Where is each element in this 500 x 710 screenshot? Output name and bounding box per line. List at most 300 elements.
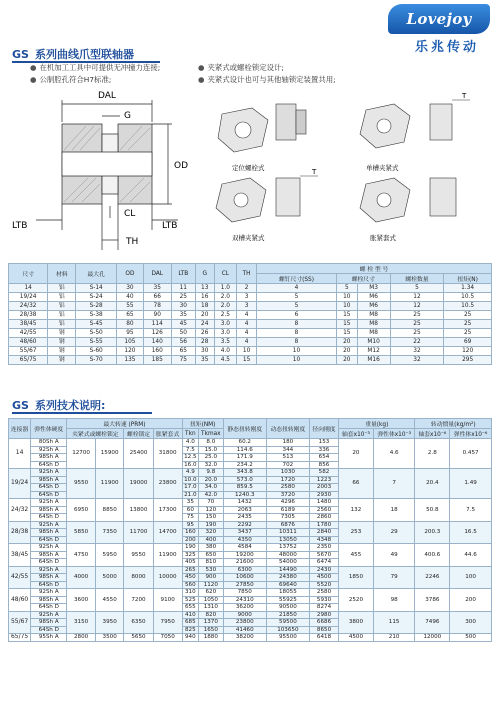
table-cell: 620 (198, 589, 223, 597)
table-cell: 64Sh D (31, 604, 67, 612)
table-cell: 900 (198, 574, 223, 582)
column-header: 重量(kg) (339, 419, 415, 429)
table-cell: 35 (182, 499, 198, 507)
table-cell: 7 (373, 469, 415, 499)
column-header: LTB (171, 264, 195, 284)
table-cell: 95500 (266, 634, 309, 642)
table-cell: 23800 (153, 469, 182, 499)
table-cell: 4750 (67, 544, 96, 567)
table-cell: 10311 (266, 529, 309, 537)
table-cell: M8 (357, 311, 390, 320)
table-row (9, 439, 492, 447)
table-cell: 8 (256, 338, 336, 347)
column-header: 轴套x10⁻³ (339, 429, 374, 439)
tech-title-text: 系列技术说明: (34, 399, 106, 412)
table-cell: 65 (117, 311, 144, 320)
table-cell: 95 (182, 521, 198, 529)
table-cell: 19000 (124, 469, 153, 499)
table-cell: 1.0 (214, 284, 237, 293)
table-cell: 11 (171, 284, 195, 293)
table-cell: 38200 (223, 634, 266, 642)
table-cell: 铝 (48, 293, 76, 302)
table-cell: 20 (339, 439, 374, 469)
table-row (9, 338, 492, 347)
table-cell: 3720 (266, 491, 309, 499)
table-cell: 4 (237, 320, 257, 329)
table-cell: 90 (143, 311, 171, 320)
table-cell: 24/32 (9, 302, 48, 311)
table-cell: 35 (171, 311, 195, 320)
feature-item: 夹紧式设计也可与其他轴锁定装置共用; (207, 75, 336, 84)
table-cell: 856 (309, 461, 338, 469)
expansion-hub-drawing (360, 178, 456, 222)
table-cell: 400 (198, 536, 223, 544)
table-cell: 4.5 (214, 356, 237, 365)
table-cell: 70 (198, 499, 223, 507)
table-cell: 405 (182, 559, 198, 567)
dim-t1-a: T (462, 92, 467, 100)
table-cell: 573.0 (223, 476, 266, 484)
table-cell: 2246 (415, 566, 450, 589)
table-cell: 5520 (309, 581, 338, 589)
table-cell: 234.2 (223, 461, 266, 469)
table-cell: 2.8 (415, 439, 450, 469)
table-cell: 24380 (266, 574, 309, 582)
table-cell: 4.0 (182, 439, 198, 447)
table-cell: 6418 (309, 634, 338, 642)
table-cell: 560 (182, 581, 198, 589)
table-cell: 铝 (48, 284, 76, 293)
table-cell: 2.0 (214, 302, 237, 311)
table-cell: 530 (198, 566, 223, 574)
table-cell: 702 (266, 461, 309, 469)
table-cell: 11900 (153, 544, 182, 567)
table-cell: 320 (198, 529, 223, 537)
table-cell: 3950 (95, 611, 124, 634)
table-cell: 5 (336, 284, 357, 293)
table-cell: 4 (237, 329, 257, 338)
table-cell: 22 (390, 338, 444, 347)
column-header: CL (214, 264, 237, 284)
table-row (9, 311, 492, 320)
table-cell: 13050 (266, 536, 309, 544)
table-cell: 4000 (67, 566, 96, 589)
table-cell: 10 (256, 356, 336, 365)
table-cell: 1120 (198, 581, 223, 589)
table-cell: M10 (357, 338, 390, 347)
table-cell: 8.0 (198, 439, 223, 447)
table-cell: 5 (390, 284, 444, 293)
table-cell: 7496 (415, 611, 450, 634)
caption-expansion: 胀紧套式 (370, 234, 396, 242)
table-cell: 9550 (124, 544, 153, 567)
series-title (12, 46, 134, 62)
table-cell: 859.5 (223, 484, 266, 492)
table-cell: 11700 (124, 521, 153, 544)
table-cell: 810 (198, 559, 223, 567)
feature-item: 公制腔孔符合H7标准; (39, 75, 112, 84)
table-cell: 2435 (223, 514, 266, 522)
table-cell: 8 (256, 320, 336, 329)
table-cell: 3600 (67, 589, 96, 612)
table-cell: 15 (336, 320, 357, 329)
dim-cl: CL (124, 209, 136, 219)
table-cell: 59500 (266, 619, 309, 627)
table-cell: 103650 (266, 626, 309, 634)
table-cell: 92Sh A (31, 566, 67, 574)
column-header: 弹性体硬度 (31, 419, 67, 439)
table-cell: 4500 (309, 574, 338, 582)
table-cell: 20.4 (415, 469, 450, 499)
table-cell: 455 (339, 544, 374, 567)
table-cell: 34.0 (198, 484, 223, 492)
table-cell: 32 (390, 356, 444, 365)
table-cell: 98Sh A (31, 574, 67, 582)
table-cell: 450 (182, 574, 198, 582)
table-cell: 42/55 (9, 329, 48, 338)
table-cell: 30 (117, 284, 144, 293)
table-cell: 525 (182, 596, 198, 604)
column-header: 材料 (48, 264, 76, 284)
table-cell: 115 (373, 611, 415, 634)
table-cell: 17300 (153, 499, 182, 522)
caption-double-clamp: 双槽夹紧式 (232, 234, 265, 242)
table-cell: 1.34 (444, 284, 492, 293)
table-cell: 380 (198, 544, 223, 552)
table-cell: 38/45 (9, 544, 31, 567)
table-cell: 15.0 (198, 446, 223, 454)
table-cell: 7.5 (450, 499, 492, 522)
table-cell: 2003 (309, 484, 338, 492)
table-cell: 21850 (266, 611, 309, 619)
table-cell: S-50 (76, 329, 117, 338)
table-cell: 54000 (266, 559, 309, 567)
table-cell: 25 (390, 329, 444, 338)
table-cell: 9550 (67, 469, 96, 499)
table-cell: 28/38 (9, 521, 31, 544)
table-cell: 98Sh A (31, 551, 67, 559)
table-cell: 钢 (48, 347, 76, 356)
screw-group-header: 螺 栓 型 号 (256, 264, 491, 274)
table-cell: 26 (195, 329, 214, 338)
table-cell: 30 (171, 302, 195, 311)
table-cell: 6 (256, 311, 336, 320)
table-cell: 92Sh A (31, 521, 67, 529)
table-cell: 7050 (153, 634, 182, 642)
table-cell: 1432 (223, 499, 266, 507)
table-cell: 19/24 (9, 469, 31, 499)
table-cell: 4 (237, 338, 257, 347)
table-cell: 6474 (309, 559, 338, 567)
table-cell: 25 (171, 293, 195, 302)
table-cell: 65 (171, 347, 195, 356)
table-cell: 3500 (95, 634, 124, 642)
table-cell: 25400 (124, 439, 153, 469)
column-header: 最大孔 (76, 264, 117, 284)
table-cell: 5950 (95, 544, 124, 567)
table-cell: 582 (309, 469, 338, 477)
technical-table-body (9, 439, 492, 642)
column-header: 径向刚度 (309, 419, 338, 439)
table-cell: M8 (357, 329, 390, 338)
column-header: 最大转速 (PRM) (67, 419, 182, 429)
series-code: GS (12, 48, 29, 61)
table-cell: 12 (390, 293, 444, 302)
table-cell: 35 (195, 356, 214, 365)
table-cell: 300 (450, 611, 492, 634)
table-cell: 1050 (198, 596, 223, 604)
column-header: 弹性体x10⁻³ (373, 429, 415, 439)
table-cell: 4350 (223, 536, 266, 544)
table-cell: 2350 (309, 544, 338, 552)
table-cell: 6686 (309, 619, 338, 627)
table-cell: 4.0 (214, 347, 237, 356)
table-cell: 2292 (223, 521, 266, 529)
table-cell: 60 (182, 506, 198, 514)
table-cell: 21600 (223, 559, 266, 567)
table-cell: 钢 (48, 338, 76, 347)
table-cell: S-55 (76, 338, 117, 347)
table-row (9, 347, 492, 356)
table-cell: 19200 (223, 551, 266, 559)
table-cell: 140 (143, 338, 171, 347)
table-row (9, 320, 492, 329)
table-cell: 92Sh A (31, 469, 67, 477)
table-cell: 25 (444, 311, 492, 320)
table-cell: 92Sh A (31, 611, 67, 619)
table-cell: 25 (444, 329, 492, 338)
table-cell: 12000 (415, 634, 450, 642)
feature-row: ● 公制腔孔符合H7标准; ● 夹紧式设计也可与其他轴锁定装置共用; (30, 75, 336, 84)
table-cell: 0.457 (450, 439, 492, 469)
table-cell: M8 (357, 320, 390, 329)
feature-row: ● 在机加工工具中可提供无冲撞力连接; ● 夹紧式或螺栓锁定设计; (30, 63, 284, 72)
table-cell: 98Sh A (31, 596, 67, 604)
table-cell: 253 (339, 521, 374, 544)
table-row (9, 284, 492, 293)
table-cell: 13 (195, 284, 214, 293)
table-cell: 132 (339, 499, 374, 522)
table-cell: M16 (357, 356, 390, 365)
table-cell: 2.5 (214, 311, 237, 320)
column-header: 连接器 (9, 419, 31, 439)
table-cell: 32 (390, 347, 444, 356)
table-cell: 5000 (95, 566, 124, 589)
table-cell: 200 (182, 536, 198, 544)
table-cell: 79 (373, 566, 415, 589)
dim-od: OD (174, 161, 189, 171)
tech-series-code: GS (12, 399, 29, 412)
table-cell: 2 (237, 284, 257, 293)
table-row (9, 293, 492, 302)
table-cell: 1310 (198, 604, 223, 612)
table-cell: 3 (237, 302, 257, 311)
table-cell: 150 (198, 514, 223, 522)
table-cell: 6189 (266, 506, 309, 514)
table-cell: 4348 (309, 536, 338, 544)
table-cell: 200.3 (415, 521, 450, 544)
table-cell: 92Sh A (31, 499, 67, 507)
table-cell: 6876 (266, 521, 309, 529)
table-cell: 5670 (309, 551, 338, 559)
table-cell: 7950 (153, 611, 182, 634)
table-row (9, 302, 492, 311)
table-cell: 265 (182, 566, 198, 574)
table-cell: S-38 (76, 311, 117, 320)
table-cell: 28/38 (9, 311, 48, 320)
table-cell: 24/32 (9, 499, 31, 522)
table-cell: 64Sh D (31, 484, 67, 492)
brand-chinese-name: 乐兆传动 (414, 40, 479, 55)
table-cell: 10 (336, 293, 357, 302)
table-cell: 29 (373, 521, 415, 544)
column-header: TH (237, 264, 257, 284)
column-header: OD (117, 264, 144, 284)
dim-th: TH (126, 237, 139, 247)
series-name: 系列曲线爪型联轴器 (34, 48, 134, 61)
table-cell: 10 (256, 347, 336, 356)
table-cell: 32.0 (198, 461, 223, 469)
table-cell: 92Sh A (31, 544, 67, 552)
table-cell: 铝 (48, 302, 76, 311)
table-cell: 铝 (48, 311, 76, 320)
tech-section-title (12, 397, 105, 413)
single-clamp-hub-drawing (360, 100, 470, 148)
table-cell: 3.0 (214, 320, 237, 329)
table-cell: 8000 (124, 566, 153, 589)
table-cell: 80Sh A (31, 439, 67, 447)
column-header: 轴套x10⁻⁶ (415, 429, 450, 439)
dimension-table (8, 263, 492, 365)
caption-single-clamp: 单槽夹紧式 (366, 164, 399, 172)
column-header: 静态扭转刚度 (223, 419, 266, 439)
table-cell: 2.0 (214, 293, 237, 302)
table-cell: 98 (373, 589, 415, 612)
column-header: G (195, 264, 214, 284)
table-cell: 42/55 (9, 566, 31, 589)
table-cell: 2580 (266, 484, 309, 492)
table-cell: 16.5 (450, 521, 492, 544)
table-cell: 336 (309, 446, 338, 454)
table-cell: 295 (444, 356, 492, 365)
table-cell: 100 (450, 566, 492, 589)
table-cell: 114.6 (223, 446, 266, 454)
table-cell: 825 (182, 626, 198, 634)
column-header: 螺栓锁定 (124, 429, 153, 439)
table-cell: 343.8 (223, 469, 266, 477)
dim-dal: DAL (98, 91, 116, 101)
column-header: 动态扭转刚度 (266, 419, 309, 439)
table-cell: 12.5 (184, 454, 197, 460)
table-cell: 4 (237, 311, 257, 320)
table-cell: S-24 (76, 293, 117, 302)
table-cell: 12 (390, 302, 444, 311)
table-cell: 64Sh D (31, 461, 67, 469)
table-cell: 180 (266, 439, 309, 447)
table-cell: 18 (195, 302, 214, 311)
table-cell: 44.6 (450, 544, 492, 567)
set-screw-hub-drawing (218, 104, 306, 152)
table-cell: 28 (195, 338, 214, 347)
table-cell: 48/60 (9, 338, 48, 347)
table-cell: 55925 (266, 596, 309, 604)
table-cell: 98Sh A (31, 529, 67, 537)
table-cell: 55 (117, 302, 144, 311)
table-cell: 66 (143, 293, 171, 302)
table-cell: 16 (195, 293, 214, 302)
table-cell: 9000 (223, 611, 266, 619)
table-cell: 190 (198, 521, 223, 529)
table-cell: 20 (195, 311, 214, 320)
table-cell: 30 (195, 347, 214, 356)
technical-drawing (0, 80, 500, 255)
table-cell: 19/24 (9, 293, 48, 302)
table-cell: 80 (117, 320, 144, 329)
table-cell: 325 (182, 551, 198, 559)
table-cell: 35 (143, 284, 171, 293)
table-cell: 18055 (266, 589, 309, 597)
table-cell: 69 (444, 338, 492, 347)
table-cell: 2840 (309, 529, 338, 537)
table-cell: 49 (373, 544, 415, 567)
table-cell: 15900 (95, 439, 124, 469)
table-cell: 654 (309, 454, 338, 462)
table-cell: 4550 (95, 589, 124, 612)
feature-item: 在机加工工具中可提供无冲撞力连接; (39, 63, 161, 72)
table-cell: 65/75 (9, 356, 48, 365)
table-cell: 25 (444, 320, 492, 329)
table-cell: 56 (171, 338, 195, 347)
table-cell: 185 (143, 356, 171, 365)
table-cell: 14700 (153, 521, 182, 544)
table-row (9, 611, 492, 619)
table-cell: 1850 (339, 566, 374, 589)
table-cell: 1480 (309, 499, 338, 507)
table-cell: 64Sh D (31, 559, 67, 567)
table-cell: 24310 (223, 596, 266, 604)
table-cell: 40 (117, 293, 144, 302)
table-cell: 60.2 (223, 439, 266, 447)
table-cell: 1370 (198, 619, 223, 627)
table-cell: 3.5 (214, 338, 237, 347)
table-cell: 24 (195, 320, 214, 329)
table-cell: 66 (339, 469, 374, 499)
table-cell: 64Sh D (31, 514, 67, 522)
table-cell: 41460 (223, 626, 266, 634)
table-cell: 18 (373, 499, 415, 522)
table-row (9, 544, 492, 552)
table-cell: 15 (336, 329, 357, 338)
table-cell: 8650 (309, 626, 338, 634)
table-cell: 64Sh D (31, 536, 67, 544)
dim-g: G (124, 111, 131, 121)
column-header: 转动惯量(kg/m²) (415, 419, 492, 429)
table-cell: 9.8 (198, 469, 223, 477)
table-cell: 13800 (124, 499, 153, 522)
table-cell: 13752 (266, 544, 309, 552)
table-cell: 200 (450, 589, 492, 612)
column-header: 弹性体x10⁻⁶ (450, 429, 492, 439)
table-cell: 98Sh A (31, 454, 67, 462)
table-cell: S-70 (76, 356, 117, 365)
table-row (9, 589, 492, 597)
column-header: 夹紧式或螺栓锁定 (67, 429, 124, 439)
column-header: 扭矩(NM) (182, 419, 223, 429)
table-cell: 685 (182, 619, 198, 627)
table-cell: 25.0 (198, 454, 223, 462)
table-cell: 69640 (266, 581, 309, 589)
table-cell: 210 (373, 634, 415, 642)
